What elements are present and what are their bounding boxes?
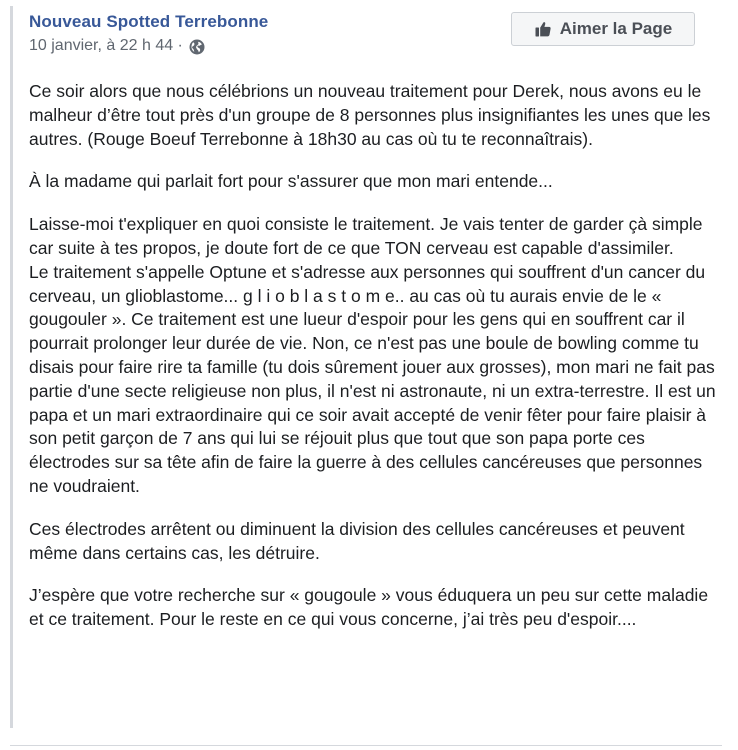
post-paragraph: J’espère que votre recherche sur « gougoule » vous éduquera un peu sur cette maladie et ce traitement. Pour le reste en ce qui vous concerne, j’ai très peu d'espoir....	[29, 585, 709, 630]
post-paragraph: À la madame qui parlait fort pour s'assurer que mon mari entende...	[29, 171, 553, 192]
page-name-link[interactable]: Nouveau Spotted Terrebonne	[29, 12, 269, 31]
post-text	[29, 80, 719, 651]
like-button-label: Aimer la Page	[559, 19, 673, 38]
post-paragraph: Ce soir alors que nous célébrions un nouveau traitement pour Derek, nous avons eu le malheur d’être tout près d'un groupe de 8 personnes plus insignifiantes les unes que les autres. (Rouge Boeuf Terrebonne à 18h30 au cas où tu te reconnaîtrais).	[29, 81, 711, 149]
post-timestamp[interactable]: 10 janvier, à 22 h 44 ·	[29, 37, 183, 54]
like-page-button[interactable]	[511, 12, 695, 46]
post-paragraph: Laisse-moi t'expliquer en quoi consiste le traitement. Je vais tenter de garder çà simple car suite à tes propos, je doute fort de ce que TON cerveau est capable d'assimiler. Le traitement s'appelle Optune et s'adresse aux personnes qui souffrent d'un cancer du cerveau, un glioblastome... g l i o b l a s t o m e.. au cas où tu aurais envie de le « gougouler ». Ce traitement est une lueur d'espoir pour les gens qui en souffrent car il pourrait prolonger leur durée de vie. Non, ce n'est pas une boule de bowling comme tu disais pour faire rire ta famille (tu dois sûrement jouer aux grosses), mon mari ne fait pas partie d'une secte religieuse non plus, il n'est ni astronaute, ni un extra-terrestre. Il est un papa et un mari extraordinaire qui ce soir avait accepté de venir fêter pour faire plaisir à son petit garçon de 7 ans qui lui se réjouit plus que tout que son papa porte ces électrodes sur sa tête afin de faire la guerre à des cellules cancéreuses que personnes ne voudraient.	[29, 214, 716, 496]
globe-icon	[189, 39, 205, 55]
post-paragraph: Ces électrodes arrêtent ou diminuent la division des cellules cancéreuses et peuvent même dans certains cas, les détruire.	[29, 518, 685, 563]
quote-left-border	[10, 6, 13, 728]
bottom-divider	[10, 745, 722, 746]
thumbs-up-icon	[534, 20, 552, 38]
post-meta	[29, 37, 205, 55]
post-header	[29, 12, 708, 64]
